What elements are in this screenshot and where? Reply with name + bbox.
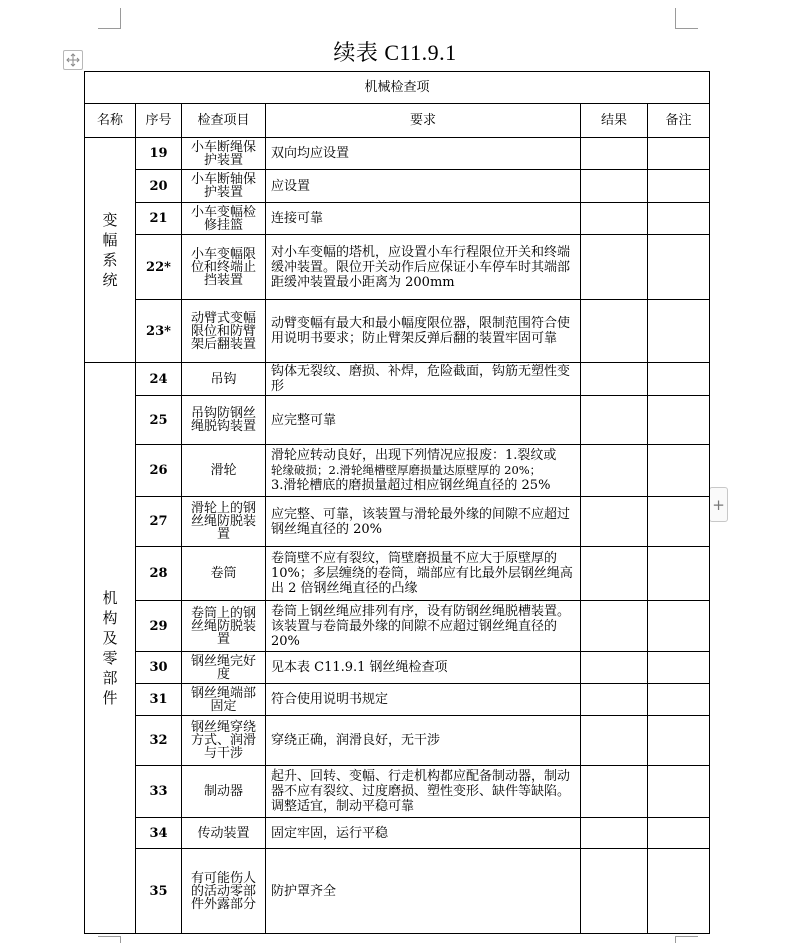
requirement: 动臂变幅有最大和最小幅度限位器，限制范围符合使用说明书要求；防止臂架反弹后翻的装置牢固可靠: [266, 300, 581, 363]
header-number: 序号: [136, 104, 182, 138]
result-cell[interactable]: [581, 652, 648, 684]
check-item: 钢丝绳端部固定: [182, 684, 266, 716]
row-number: 24: [136, 363, 182, 396]
row-number: 21: [136, 203, 182, 235]
row-number: 28: [136, 547, 182, 601]
row-number: 22*: [136, 235, 182, 300]
table-row: [85, 445, 710, 497]
remark-cell[interactable]: [648, 138, 710, 170]
remark-cell[interactable]: [648, 547, 710, 601]
remark-cell[interactable]: [648, 684, 710, 716]
row-number: 29: [136, 601, 182, 652]
header-requirement: 要求: [266, 104, 581, 138]
remark-cell[interactable]: [648, 849, 710, 934]
row-number: 20: [136, 170, 182, 203]
result-cell[interactable]: [581, 684, 648, 716]
result-cell[interactable]: [581, 138, 648, 170]
page-title: 续表 C11.9.1: [333, 40, 457, 65]
table-row: [85, 818, 710, 849]
remark-cell[interactable]: [648, 396, 710, 445]
check-item: 动臂式变幅限位和防臂架后翻装置: [182, 300, 266, 363]
requirement: 应完整、可靠，该装置与滑轮最外缘的间隙不应超过钢丝绳直径的 20%: [266, 497, 581, 547]
row-number: 35: [136, 849, 182, 934]
requirement: 起升、回转、变幅、行走机构都应配备制动器，制动器不应有裂纹、过度磨损、塑性变形、缺件等缺陷。调整适宜，制动平稳可靠: [266, 766, 581, 818]
check-item: 小车断绳保护装置: [182, 138, 266, 170]
table-row: [85, 547, 710, 601]
requirement: 双向均应设置: [266, 138, 581, 170]
check-item: 钢丝绳穿绕方式、润滑与干涉: [182, 716, 266, 766]
table-row: [85, 766, 710, 818]
check-item: 钢丝绳完好度: [182, 652, 266, 684]
row-number: 30: [136, 652, 182, 684]
header-item: 检查项目: [182, 104, 266, 138]
remark-cell[interactable]: [648, 716, 710, 766]
row-number: 23*: [136, 300, 182, 363]
result-cell[interactable]: [581, 849, 648, 934]
header-remark: 备注: [648, 104, 710, 138]
table-row: [85, 235, 710, 300]
remark-cell[interactable]: [648, 766, 710, 818]
check-item: 有可能伤人的活动零部件外露部分: [182, 849, 266, 934]
remark-cell[interactable]: [648, 170, 710, 203]
table-row: [85, 138, 710, 170]
requirement: 对小车变幅的塔机，应设置小车行程限位开关和终端缓冲装置。限位开关动作后应保证小车停车时其端部距缓冲装置最小距离为 200mm: [266, 235, 581, 300]
table-caption: 机械检查项: [85, 72, 710, 104]
requirement: 符合使用说明书规定: [266, 684, 581, 716]
requirement: 滑轮应转动良好，出现下列情况应报废：1.裂纹或 轮缘破损；2.滑轮绳槽壁厚磨损量达原壁厚的 20%； 3.滑轮槽底的磨损量超过相应钢丝绳直径的 25%: [266, 445, 581, 497]
check-item: 卷筒上的钢丝绳防脱装置: [182, 601, 266, 652]
requirement: 卷筒上钢丝绳应排列有序，设有防钢丝绳脱槽装置。该装置与卷筒最外缘的间隙不应超过钢丝绳直径的 20%: [266, 601, 581, 652]
remark-cell[interactable]: [648, 300, 710, 363]
result-cell[interactable]: [581, 601, 648, 652]
header-result: 结果: [581, 104, 648, 138]
remark-cell[interactable]: [648, 601, 710, 652]
check-item: 吊钩防钢丝绳脱钩装置: [182, 396, 266, 445]
page-corner-mark: [675, 8, 698, 29]
result-cell[interactable]: [581, 818, 648, 849]
remark-cell[interactable]: [648, 203, 710, 235]
result-cell[interactable]: [581, 716, 648, 766]
requirement: 固定牢固，运行平稳: [266, 818, 581, 849]
row-number: 26: [136, 445, 182, 497]
table-row: [85, 601, 710, 652]
table-row: [85, 363, 710, 396]
inspection-table: [84, 71, 710, 934]
result-cell[interactable]: [581, 396, 648, 445]
requirement: 防护罩齐全: [266, 849, 581, 934]
remark-cell[interactable]: [648, 652, 710, 684]
requirement: 钩体无裂纹、磨损、补焊，危险截面，钩筋无塑性变形: [266, 363, 581, 396]
check-item: 滑轮: [182, 445, 266, 497]
check-item: 制动器: [182, 766, 266, 818]
requirement: 应完整可靠: [266, 396, 581, 445]
check-item: 小车变幅检修挂篮: [182, 203, 266, 235]
remark-cell[interactable]: [648, 818, 710, 849]
result-cell[interactable]: [581, 547, 648, 601]
row-number: 25: [136, 396, 182, 445]
requirement: 见本表 C11.9.1 钢丝绳检查项: [266, 652, 581, 684]
check-item: 小车变幅限位和终端止挡装置: [182, 235, 266, 300]
requirement: 卷筒壁不应有裂纹，筒壁磨损量不应大于原壁厚的 10%；多层缠绕的卷筒，端部应有比最外层钢丝绳高出 2 倍钢丝绳直径的凸缘: [266, 547, 581, 601]
table-row: [85, 684, 710, 716]
page-corner-mark: [98, 936, 121, 943]
table-row: [85, 203, 710, 235]
result-cell[interactable]: [581, 203, 648, 235]
group-mechanism-parts: 机 构 及 零 部 件: [85, 363, 136, 934]
table-row: [85, 396, 710, 445]
check-item: 卷筒: [182, 547, 266, 601]
result-cell[interactable]: [581, 445, 648, 497]
table-row: [85, 300, 710, 363]
check-item: 小车断轴保护装置: [182, 170, 266, 203]
result-cell[interactable]: [581, 363, 648, 396]
result-cell[interactable]: [581, 235, 648, 300]
remark-cell[interactable]: [648, 497, 710, 547]
table-row: [85, 652, 710, 684]
row-number: 27: [136, 497, 182, 547]
result-cell[interactable]: [581, 766, 648, 818]
table-row: [85, 497, 710, 547]
requirement: 应设置: [266, 170, 581, 203]
result-cell[interactable]: [581, 497, 648, 547]
row-number: 19: [136, 138, 182, 170]
check-item: 传动装置: [182, 818, 266, 849]
row-number: 32: [136, 716, 182, 766]
row-number: 33: [136, 766, 182, 818]
table-row: [85, 849, 710, 934]
table-row: [85, 716, 710, 766]
check-item: 滑轮上的钢丝绳防脱装置: [182, 497, 266, 547]
row-number: 31: [136, 684, 182, 716]
plus-icon[interactable]: +: [709, 487, 728, 522]
result-cell[interactable]: [581, 300, 648, 363]
row-number: 34: [136, 818, 182, 849]
table-row: [85, 170, 710, 203]
requirement: 穿绕正确，润滑良好，无干涉: [266, 716, 581, 766]
requirement: 连接可靠: [266, 203, 581, 235]
remark-cell[interactable]: [648, 363, 710, 396]
remark-cell[interactable]: [648, 445, 710, 497]
header-name: 名称: [85, 104, 136, 138]
group-luffing-system: 变 幅 系 统: [85, 138, 136, 363]
check-item: 吊钩: [182, 363, 266, 396]
result-cell[interactable]: [581, 170, 648, 203]
page-corner-mark: [675, 936, 698, 943]
remark-cell[interactable]: [648, 235, 710, 300]
page-corner-mark: [98, 8, 121, 29]
